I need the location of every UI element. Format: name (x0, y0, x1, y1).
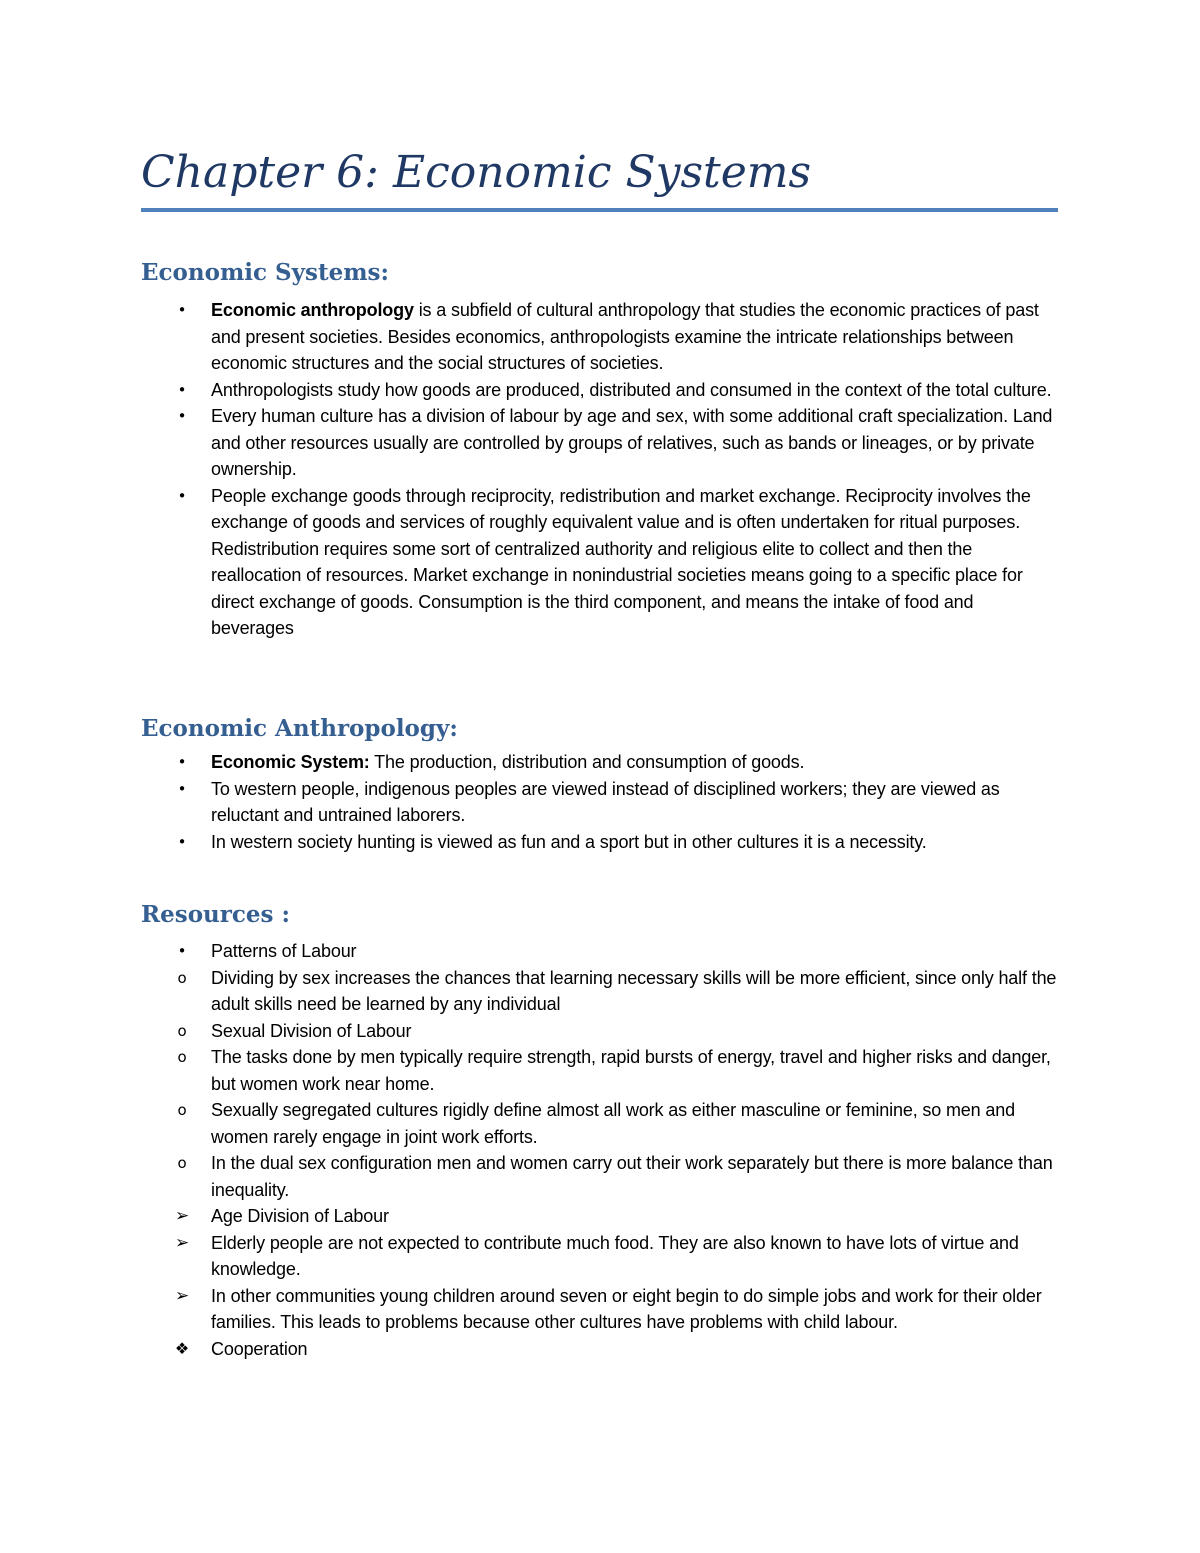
list-item (0, 1097, 1057, 1150)
list-item-text: The tasks done by men typically require strength, rapid bursts of energy, travel and higher risks and danger, but women work near home. (211, 1047, 1051, 1094)
diamond-bullet-icon: ❖ (174, 1338, 190, 1358)
list-item (0, 1150, 1057, 1203)
list-item-text: People exchange goods through reciprocity, redistribution and market exchange. Reciprocity involves the exchange of goods and services of roughly equivalent value and is often undertaken for ritual purposes. Redistribution requires some sort of centralized authority and religious elite to collect and then the reallocation of resources. Market exchange in nonindustrial societies means going to a specific place for direct exchange of goods. Consumption is the third component, and means the intake of food and beverages (211, 485, 1031, 638)
bullet-icon: • (177, 407, 187, 425)
list-item-text: Elderly people are not expected to contribute much food. They are also known to have lots of virtue and knowledge. (211, 1232, 1019, 1279)
list-item-text: To western people, indigenous peoples are viewed instead of disciplined workers; they are viewed as reluctant and untrained laborers. (211, 778, 1000, 825)
list-item-text: is a subfield of cultural anthropology that studies the economic practices of past and present societies. Besides economics, anthropologists examine the intricate relationships between economic structures and the social structures of societies. (211, 300, 1039, 373)
bullet-icon: • (177, 301, 187, 319)
resources-list (0, 938, 1057, 1362)
list-item (0, 1018, 1057, 1045)
list-item (0, 1044, 1057, 1097)
section-heading-economic-anthropology: Economic Anthropology: (141, 715, 458, 742)
list-item (0, 1336, 1057, 1363)
section-heading-economic-systems: Economic Systems: (141, 259, 389, 286)
bullet-icon: • (177, 486, 187, 505)
circle-bullet-icon: o (177, 1154, 187, 1172)
list-item (0, 829, 1057, 856)
list-item-text: Cooperation (211, 1338, 308, 1359)
list-item-text: In other communities young children around seven or eight begin to do simple jobs and work for their older families. This leads to problems because other cultures have problems with child labour. (211, 1285, 1042, 1332)
list-item-text: Dividing by sex increases the chances that learning necessary skills will be more efficient, since only half the adult skills need be learned by any individual (211, 967, 1057, 1014)
title-underline-rule (141, 208, 1058, 212)
circle-bullet-icon: o (177, 1048, 187, 1066)
list-item-text: Age Division of Labour (211, 1206, 389, 1226)
economic-anthropology-list (0, 749, 1057, 855)
list-item-text: The production, distribution and consumption of goods. (369, 752, 805, 772)
bullet-icon: • (177, 942, 187, 960)
bullet-icon: • (177, 832, 187, 851)
list-item-text: In the dual sex configuration men and women carry out their work separately but there is more balance than inequality. (211, 1153, 1053, 1200)
bullet-icon: • (177, 380, 187, 399)
list-item-text: Sexually segregated cultures rigidly define almost all work as either masculine or feminine, so men and women rarely engage in joint work efforts. (211, 1100, 1015, 1147)
arrow-bullet-icon: ➢ (174, 1285, 190, 1306)
list-item (0, 938, 1057, 965)
economic-systems-list (0, 297, 1057, 642)
circle-bullet-icon: o (177, 968, 187, 987)
list-item (0, 403, 1057, 483)
list-item (0, 483, 1057, 642)
list-item (0, 377, 1057, 404)
list-item (0, 297, 1057, 377)
list-item-text: Anthropologists study how goods are produced, distributed and consumed in the context of the total culture. (211, 379, 1052, 400)
list-item (0, 965, 1057, 1018)
list-item-text: In western society hunting is viewed as fun and a sport but in other cultures it is a necessity. (211, 831, 927, 852)
bullet-icon: • (177, 753, 187, 771)
bullet-icon: • (177, 779, 187, 798)
circle-bullet-icon: o (177, 1101, 187, 1119)
term-economic-anthropology: Economic anthropology (211, 300, 414, 320)
chapter-title: Chapter 6: Economic Systems (141, 147, 812, 198)
list-item (0, 1283, 1057, 1336)
arrow-bullet-icon: ➢ (174, 1206, 190, 1226)
term-economic-system: Economic System: (211, 752, 370, 772)
list-item (0, 1203, 1057, 1230)
list-item (0, 749, 1057, 776)
arrow-bullet-icon: ➢ (174, 1232, 190, 1253)
list-item-text: Every human culture has a division of labour by age and sex, with some additional craft specialization. Land and other resources usually are controlled by groups of relatives, such as bands or lineages, or by private ownership. (211, 406, 1053, 479)
list-item (0, 776, 1057, 829)
list-item-text: Patterns of Labour (211, 941, 357, 961)
section-heading-resources: Resources : (141, 901, 290, 928)
list-item-text: Sexual Division of Labour (211, 1020, 412, 1041)
list-item (0, 1230, 1057, 1283)
circle-bullet-icon: o (177, 1021, 187, 1040)
